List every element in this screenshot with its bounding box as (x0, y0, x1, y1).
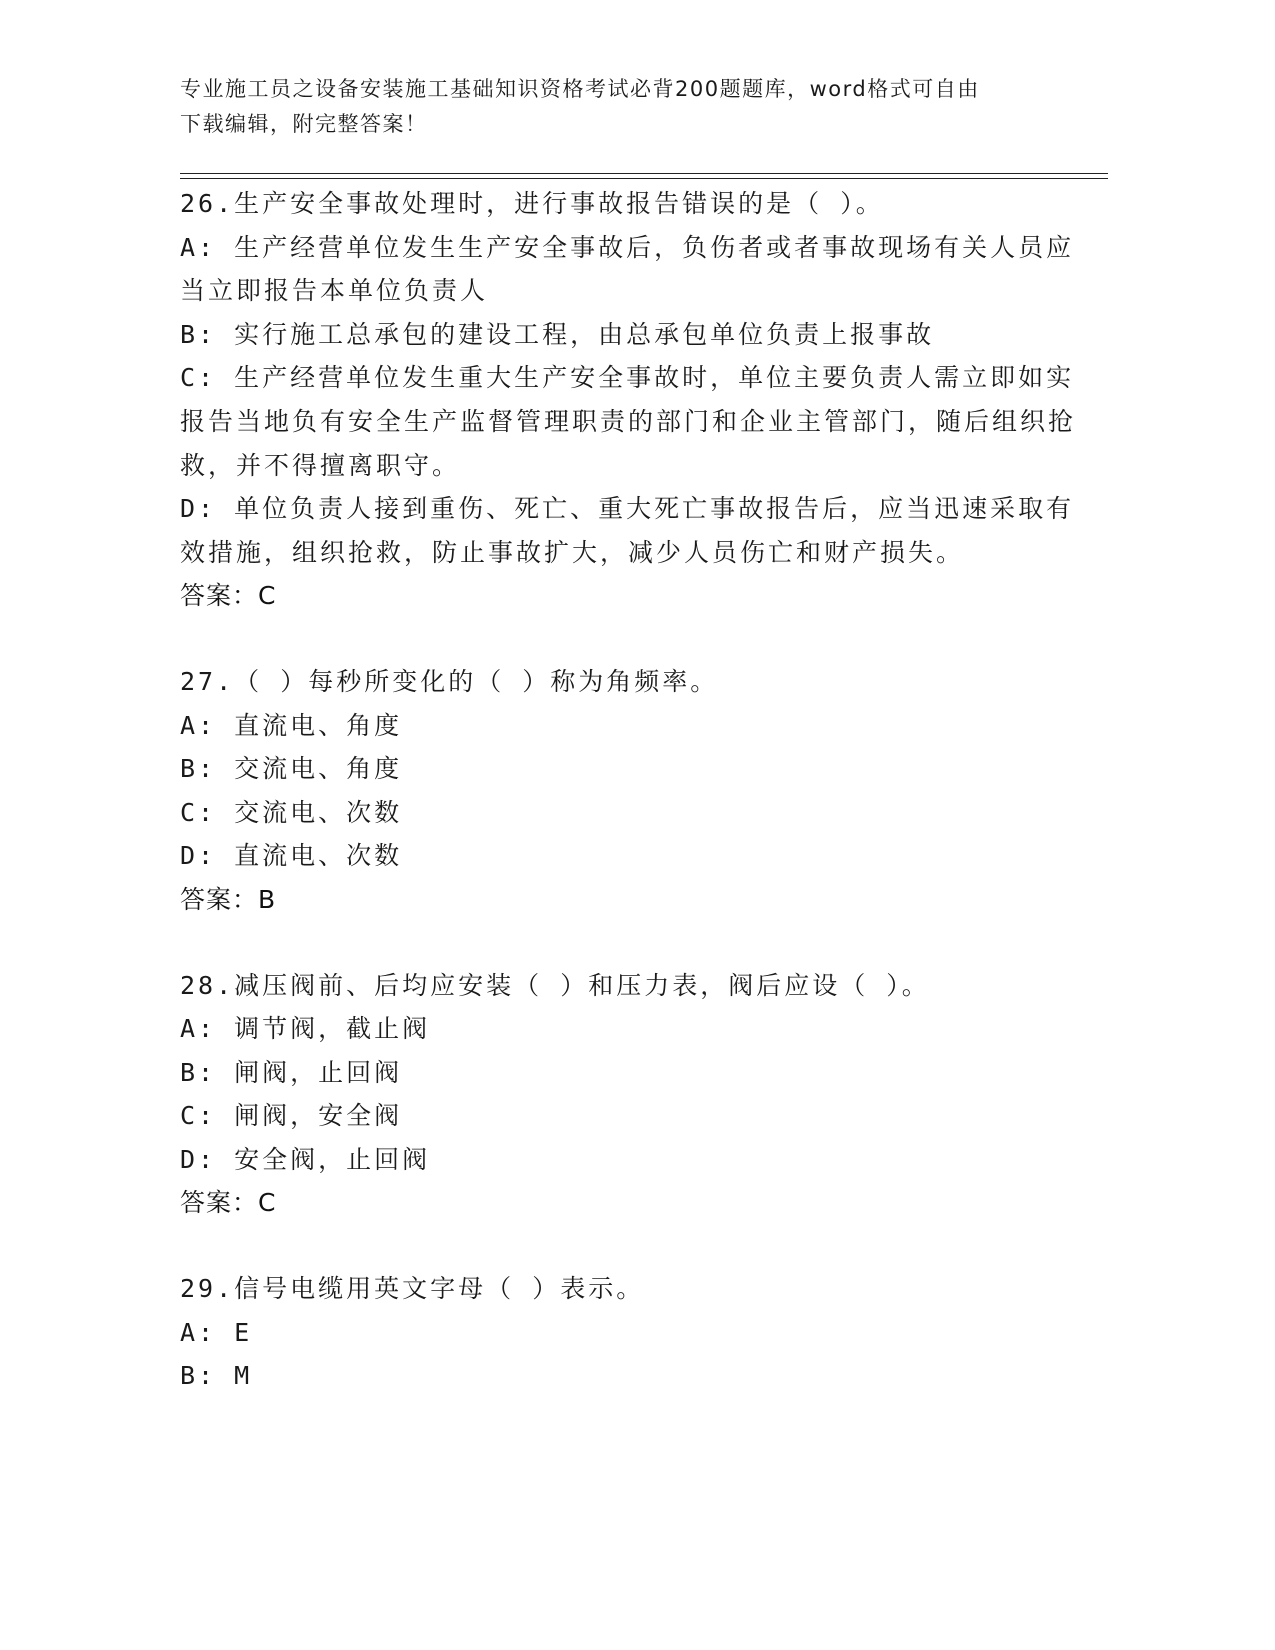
question-27 (180, 660, 1080, 922)
header-line-2: 下载编辑，附完整答案！ (180, 112, 428, 136)
question-stem: 27.（ ）每秒所变化的（ ）称为角频率。 (180, 666, 719, 696)
option-b: B: 交流电、角度 (180, 754, 403, 784)
option-c: C: 闸阀，安全阀 (180, 1101, 403, 1131)
document-header (180, 72, 1060, 142)
answer-label: 答案：C (180, 581, 277, 611)
option-d: D: 单位负责人接到重伤、死亡、重大死亡事故报告后，应当迅速采取有效措施，组织抢救，防止事故扩大，减少人员伤亡和财产损失。 (180, 494, 1075, 567)
question-28 (180, 964, 1080, 1226)
option-a: A: 直流电、角度 (180, 710, 403, 740)
option-b: B: 实行施工总承包的建设工程，由总承包单位负责上报事故 (180, 319, 935, 349)
option-b: B: M (180, 1361, 253, 1391)
header-divider-top (180, 173, 1108, 174)
option-d: D: 安全阀，止回阀 (180, 1144, 431, 1174)
question-26 (180, 182, 1080, 618)
header-line-1: 专业施工员之设备安装施工基础知识资格考试必背200题题库，word格式可自由 (180, 77, 980, 101)
option-b: B: 闸阀，止回阀 (180, 1057, 403, 1087)
question-29 (180, 1267, 1080, 1398)
question-stem: 28.减压阀前、后均应安装（ ）和压力表，阀后应设（ ）。 (180, 970, 930, 1000)
option-a: A: 调节阀，截止阀 (180, 1014, 431, 1044)
answer-label: 答案：B (180, 884, 277, 914)
option-d: D: 直流电、次数 (180, 841, 403, 871)
option-a: A: 生产经营单位发生生产安全事故后，负伤者或者事故现场有关人员应当立即报告本单位负责人 (180, 232, 1075, 306)
option-c: C: 交流电、次数 (180, 797, 403, 827)
header-divider-bottom (180, 178, 1108, 179)
question-stem: 26.生产安全事故处理时，进行事故报告错误的是（ ）。 (180, 189, 884, 218)
answer-label: 答案：C (180, 1188, 277, 1218)
question-list (180, 182, 1080, 1440)
option-a: A: E (180, 1317, 253, 1347)
question-stem: 29.信号电缆用英文字母（ ）表示。 (180, 1274, 645, 1304)
option-c: C: 生产经营单位发生重大生产安全事故时，单位主要负责人需立即如实报告当地负有安全生产监督管理职责的部门和企业主管部门，随后组织抢救，并不得擅离职守。 (180, 363, 1077, 480)
